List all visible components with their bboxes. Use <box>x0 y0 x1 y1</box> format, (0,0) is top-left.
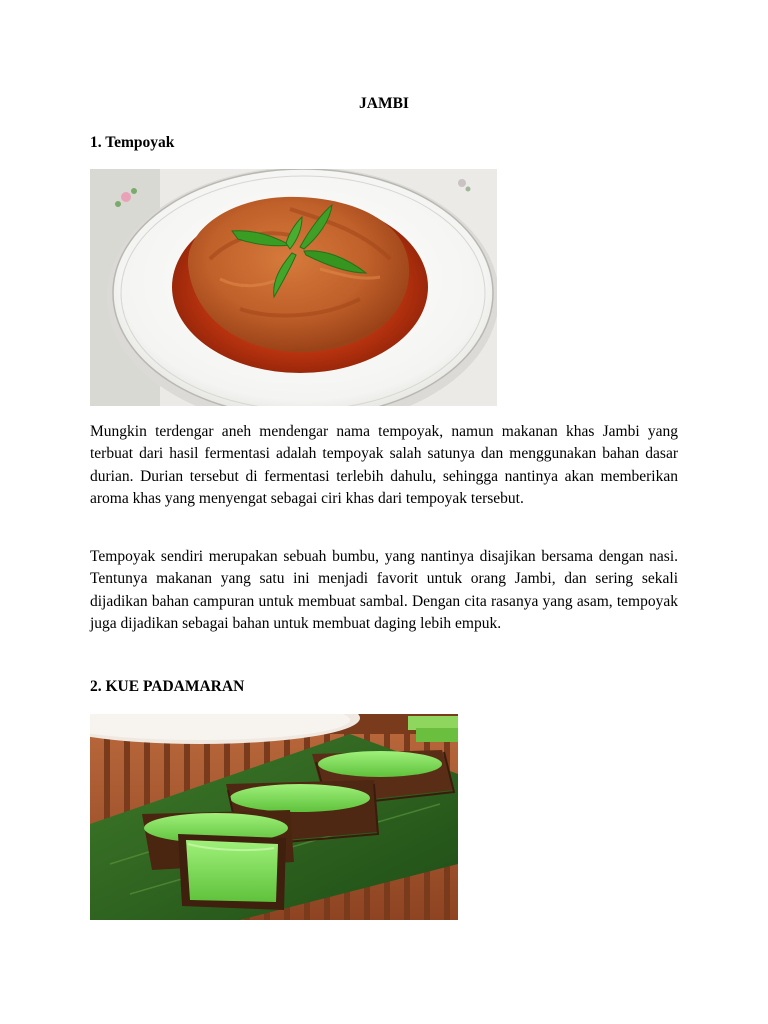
kue-padamaran-photo <box>90 714 458 920</box>
section-heading-tempoyak: 1. Tempoyak <box>90 134 175 151</box>
page-title: JAMBI <box>359 95 409 112</box>
paragraph: Mungkin terdengar aneh mendengar nama tempoyak, namun makanan khas Jambi yang terbuat dari hasil fermentasi adalah tempoyak salah satunya dan menggunakan bahan dasar durian. Durian tersebut di fermentasi terlebih dahulu, sehingga nantinya akan memberikan aroma khas yang menyengat sebagai ciri khas dari tempoyak tersebut. <box>90 423 678 507</box>
paragraph: Tempoyak sendiri merupakan sebuah bumbu, yang nantinya disajikan bersama dengan nasi. Tentunya makanan yang satu ini menjadi favorit untuk orang Jambi, dan sering sekali dijadikan bahan campuran untuk membuat sambal. Dengan cita rasanya yang asam, tempoyak juga dijadikan sebagai bahan untuk membuat daging lebih empuk. <box>90 548 678 632</box>
tempoyak-dish-photo <box>90 169 497 406</box>
section-heading-kue-padamaran: 2. KUE PADAMARAN <box>90 678 245 695</box>
